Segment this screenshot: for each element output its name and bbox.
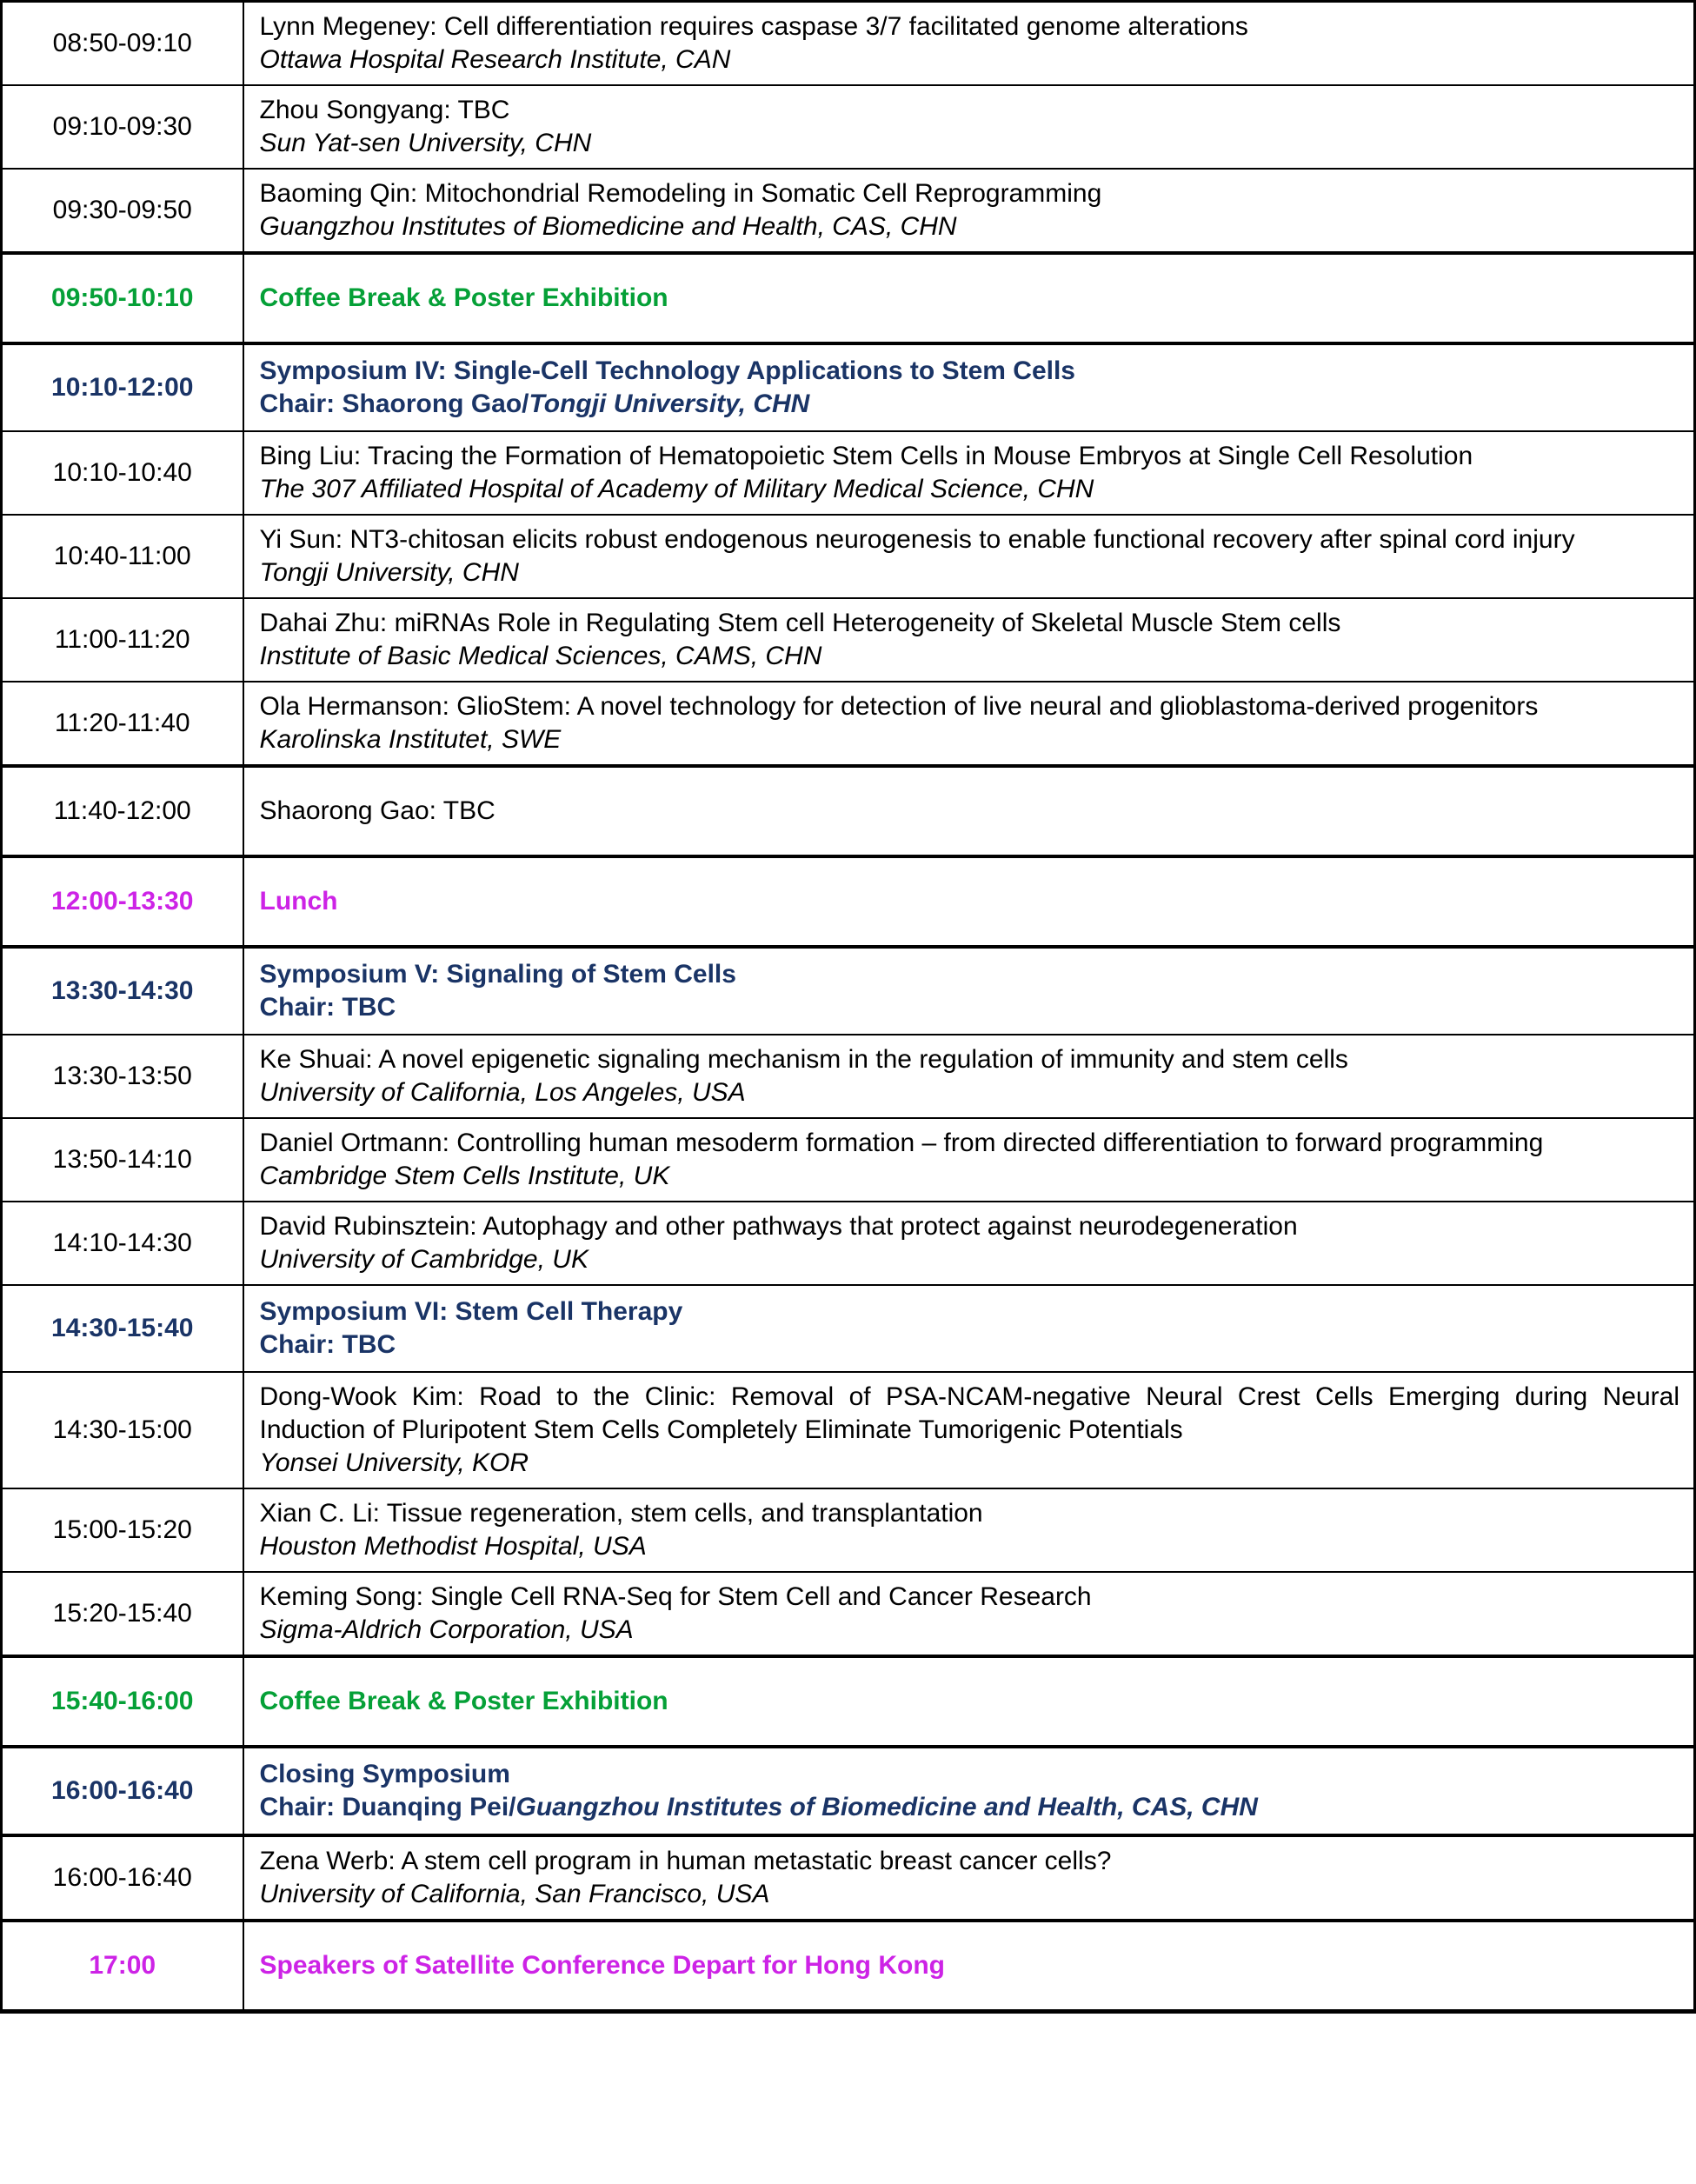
schedule-row bbox=[2, 253, 1695, 343]
session-cell bbox=[243, 947, 1695, 1035]
time-slot: 13:30-14:30 bbox=[2, 947, 243, 1035]
chair-name: Chair: Duanqing Pei/ bbox=[259, 1793, 516, 1821]
session-title: Zhou Songyang: TBC bbox=[259, 96, 510, 124]
session-cell bbox=[243, 682, 1695, 766]
session-cell bbox=[243, 1202, 1695, 1285]
session-cell bbox=[243, 2, 1695, 86]
speaker-affiliation: Tongji University, CHN bbox=[259, 558, 519, 587]
speaker-affiliation: University of California, Los Angeles, USA bbox=[259, 1078, 746, 1107]
speaker-affiliation: Sun Yat-sen University, CHN bbox=[259, 129, 592, 157]
schedule-row bbox=[2, 598, 1695, 682]
time-slot: 14:30-15:00 bbox=[2, 1372, 243, 1488]
session-title: Symposium VI: Stem Cell Therapy bbox=[259, 1297, 683, 1326]
schedule-row bbox=[2, 1835, 1695, 1921]
schedule-row bbox=[2, 1285, 1695, 1372]
time-slot: 10:10-12:00 bbox=[2, 343, 243, 431]
session-cell bbox=[243, 1921, 1695, 2012]
session-title: Ke Shuai: A novel epigenetic signaling mechanism in the regulation of immunity and stem cells bbox=[259, 1045, 1348, 1074]
session-title: Keming Song: Single Cell RNA-Seq for Stem Cell and Cancer Research bbox=[259, 1582, 1092, 1611]
time-slot: 16:00-16:40 bbox=[2, 1835, 243, 1921]
session-cell bbox=[243, 1285, 1695, 1372]
time-slot: 14:10-14:30 bbox=[2, 1202, 243, 1285]
session-cell bbox=[243, 856, 1695, 947]
session-title: David Rubinsztein: Autophagy and other pathways that protect against neurodegeneration bbox=[259, 1212, 1298, 1241]
time-slot: 09:50-10:10 bbox=[2, 253, 243, 343]
session-title: Ola Hermanson: GlioStem: A novel technology for detection of live neural and glioblastoma-derived progenitors bbox=[259, 692, 1539, 721]
session-cell bbox=[243, 1118, 1695, 1202]
session-title: Symposium V: Signaling of Stem Cells bbox=[259, 960, 736, 989]
schedule-body bbox=[2, 2, 1695, 2012]
session-cell bbox=[243, 766, 1695, 856]
speaker-affiliation: Karolinska Institutet, SWE bbox=[259, 725, 562, 754]
time-slot: 09:10-09:30 bbox=[2, 85, 243, 169]
session-cell bbox=[243, 515, 1695, 598]
speaker-affiliation: Houston Methodist Hospital, USA bbox=[259, 1532, 647, 1561]
chair-institution: Guangzhou Institutes of Biomedicine and Health, CAS, CHN bbox=[515, 1793, 1258, 1821]
session-title: Shaorong Gao: TBC bbox=[259, 796, 495, 825]
session-title: Dahai Zhu: miRNAs Role in Regulating Stem cell Heterogeneity of Skeletal Muscle Stem cells bbox=[259, 609, 1341, 637]
time-slot: 15:20-15:40 bbox=[2, 1572, 243, 1656]
session-title: Symposium IV: Single-Cell Technology Applications to Stem Cells bbox=[259, 356, 1075, 385]
session-title: Speakers of Satellite Conference Depart for Hong Kong bbox=[259, 1951, 945, 1980]
session-cell bbox=[243, 253, 1695, 343]
chair-name: Chair: TBC bbox=[259, 993, 396, 1022]
schedule-row bbox=[2, 856, 1695, 947]
session-title: Closing Symposium bbox=[259, 1760, 510, 1788]
session-cell bbox=[243, 1372, 1695, 1488]
session-chair bbox=[260, 388, 1680, 421]
time-slot: 16:00-16:40 bbox=[2, 1747, 243, 1835]
chair-name: Chair: TBC bbox=[259, 1330, 396, 1359]
session-cell bbox=[243, 1572, 1695, 1656]
session-title: Coffee Break & Poster Exhibition bbox=[259, 1687, 668, 1715]
session-chair bbox=[260, 991, 1680, 1024]
schedule-row bbox=[2, 1747, 1695, 1835]
time-slot: 09:30-09:50 bbox=[2, 169, 243, 253]
time-slot: 15:00-15:20 bbox=[2, 1488, 243, 1572]
schedule-row bbox=[2, 1118, 1695, 1202]
schedule-row bbox=[2, 343, 1695, 431]
time-slot: 10:10-10:40 bbox=[2, 431, 243, 515]
session-cell bbox=[243, 1835, 1695, 1921]
time-slot: 11:00-11:20 bbox=[2, 598, 243, 682]
session-cell bbox=[243, 1747, 1695, 1835]
time-slot: 12:00-13:30 bbox=[2, 856, 243, 947]
session-title: Coffee Break & Poster Exhibition bbox=[259, 283, 668, 312]
speaker-affiliation: Guangzhou Institutes of Biomedicine and Health, CAS, CHN bbox=[259, 212, 957, 241]
session-title: Xian C. Li: Tissue regeneration, stem cells, and transplantation bbox=[259, 1499, 983, 1528]
session-cell bbox=[243, 169, 1695, 253]
chair-name: Chair: Shaorong Gao/ bbox=[259, 390, 529, 418]
speaker-affiliation: Sigma-Aldrich Corporation, USA bbox=[259, 1615, 634, 1644]
schedule-row bbox=[2, 766, 1695, 856]
schedule-row bbox=[2, 1202, 1695, 1285]
schedule-row bbox=[2, 85, 1695, 169]
session-cell bbox=[243, 1035, 1695, 1118]
session-title: Yi Sun: NT3-chitosan elicits robust endogenous neurogenesis to enable functional recovery after spinal cord injury bbox=[259, 525, 1575, 554]
session-cell bbox=[243, 598, 1695, 682]
schedule-row bbox=[2, 431, 1695, 515]
schedule-row bbox=[2, 515, 1695, 598]
session-chair bbox=[260, 1328, 1680, 1362]
session-title: Lynn Megeney: Cell differentiation requires caspase 3/7 facilitated genome alterations bbox=[259, 12, 1248, 41]
speaker-affiliation: Yonsei University, KOR bbox=[259, 1448, 529, 1477]
speaker-affiliation: Cambridge Stem Cells Institute, UK bbox=[259, 1162, 670, 1190]
speaker-affiliation: The 307 Affiliated Hospital of Academy of Military Medical Science, CHN bbox=[259, 475, 1094, 503]
session-title: Zena Werb: A stem cell program in human metastatic breast cancer cells? bbox=[259, 1847, 1112, 1875]
schedule-row bbox=[2, 682, 1695, 766]
schedule-row bbox=[2, 947, 1695, 1035]
session-title: Bing Liu: Tracing the Formation of Hematopoietic Stem Cells in Mouse Embryos at Single Cell Resolution bbox=[259, 442, 1473, 470]
speaker-affiliation: Institute of Basic Medical Sciences, CAMS, CHN bbox=[259, 642, 822, 670]
session-title: Dong-Wook Kim: Road to the Clinic: Removal of PSA-NCAM-negative Neural Crest Cells Emerging during Neural Induction of Pluripotent Stem Cells Completely Eliminate Tumorigenic Potentials bbox=[259, 1382, 1679, 1444]
schedule-row bbox=[2, 1372, 1695, 1488]
session-chair bbox=[260, 1791, 1680, 1824]
schedule-row bbox=[2, 1656, 1695, 1747]
schedule-row bbox=[2, 1572, 1695, 1656]
schedule-row bbox=[2, 1921, 1695, 2012]
time-slot: 11:20-11:40 bbox=[2, 682, 243, 766]
time-slot: 14:30-15:40 bbox=[2, 1285, 243, 1372]
chair-institution: Tongji University, CHN bbox=[529, 390, 810, 418]
time-slot: 17:00 bbox=[2, 1921, 243, 2012]
time-slot: 13:30-13:50 bbox=[2, 1035, 243, 1118]
schedule-row bbox=[2, 1035, 1695, 1118]
time-slot: 15:40-16:00 bbox=[2, 1656, 243, 1747]
session-cell bbox=[243, 343, 1695, 431]
time-slot: 08:50-09:10 bbox=[2, 2, 243, 86]
session-cell bbox=[243, 431, 1695, 515]
time-slot: 11:40-12:00 bbox=[2, 766, 243, 856]
speaker-affiliation: University of California, San Francisco, USA bbox=[259, 1880, 770, 1908]
speaker-affiliation: University of Cambridge, UK bbox=[259, 1245, 589, 1274]
speaker-affiliation: Ottawa Hospital Research Institute, CAN bbox=[259, 45, 731, 74]
session-cell bbox=[243, 85, 1695, 169]
schedule-row bbox=[2, 169, 1695, 253]
time-slot: 10:40-11:00 bbox=[2, 515, 243, 598]
session-title: Daniel Ortmann: Controlling human mesoderm formation – from directed differentiation to forward programming bbox=[259, 1129, 1544, 1157]
schedule-row bbox=[2, 1488, 1695, 1572]
session-title: Lunch bbox=[259, 887, 338, 916]
session-title: Baoming Qin: Mitochondrial Remodeling in Somatic Cell Reprogramming bbox=[259, 179, 1102, 208]
time-slot: 13:50-14:10 bbox=[2, 1118, 243, 1202]
session-cell bbox=[243, 1488, 1695, 1572]
schedule-row bbox=[2, 2, 1695, 86]
session-cell bbox=[243, 1656, 1695, 1747]
